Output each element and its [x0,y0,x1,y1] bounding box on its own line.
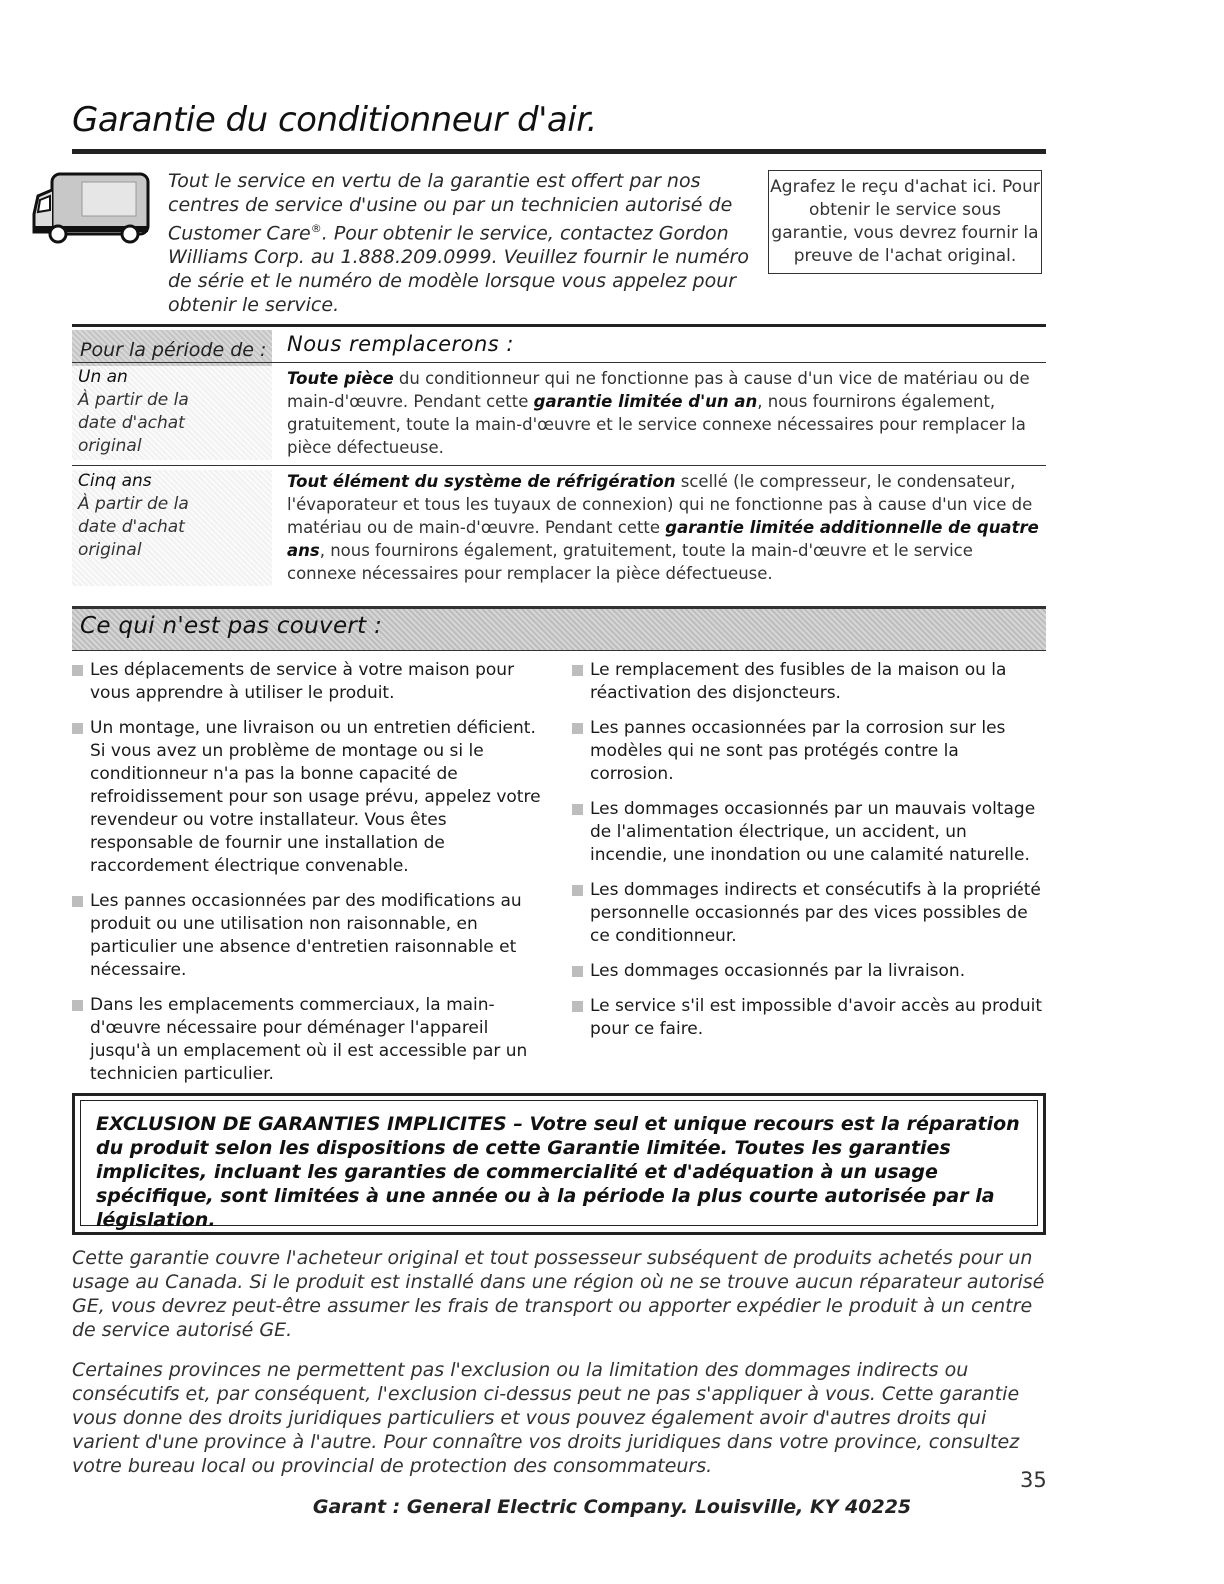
list-item: Les dommages occasionnés par un mauvais voltage de l'alimentation électrique, un accident, un incendie, une inondation ou une calamité naturelle. [572,798,1044,867]
not-covered-left-list [72,659,550,1086]
period-header: Pour la période de : [72,330,272,370]
table-top-rule [72,324,1046,327]
list-item: Dans les emplacements commerciaux, la main-d'œuvre nécessaire pour déménager l'appareil jusqu'à un emplacement où il est accessible par un technicien particulier. [72,994,550,1086]
coverage-five-years: Tout élément du système de réfrigération scellé (le compresseur, le condensateur, l'évaporateur et tous les tuyaux de connexion) qui ne fonctionne pas à cause d'un vice de matériau ou de main-d'œuvre. Pendant cette garantie limitée additionnelle de quatre ans, nous fournirons également, gratuitement, toute la main-d'œuvre et le service connexe nécessaires pour remplacer la pièce défectueuse. [287,472,1039,583]
exclusion-text: EXCLUSION DE GARANTIES IMPLICITES – Votre seul et unique recours est la réparation du produit selon les dispositions de cette Garantie limitée. Toutes les garanties implicites, incluant les garanties de commercialité et d'adéquation à un usage spécifique, sont limitées à une année ou à la période la plus courte autorisée par la législation. [96,1113,1020,1231]
warrantor-footer: Garant : General Electric Company. Louisville, KY 40225 [312,1496,912,1518]
table-header-rule [72,362,1046,363]
replace-header: Nous remplacerons : [287,332,514,356]
not-covered-title: Ce qui n'est pas couvert : [80,613,383,639]
list-item: Le remplacement des fusibles de la maison ou la réactivation des disjoncteurs. [572,659,1044,705]
provinces-paragraph: Certaines provinces ne permettent pas l'exclusion ou la limitation des dommages indirects ou consécutifs et, par conséquent, l'exclusion ci-dessus peut ne pas s'appliquer à vous. Cette garantie vous donne des droits juridiques particuliers et vous pouvez également avoir d'autres droits qui varient d'une province à l'autre. Pour connaître vos droits juridiques dans votre province, consultez votre bureau local ou provincial de protection des consommateurs. [72,1359,1020,1477]
page-title: Garantie du conditionneur d'air. [72,100,597,140]
list-item: Les pannes occasionnées par des modifications au produit ou une utilisation non raisonnable, en particulier une absence d'entretien raisonnable et nécessaire. [72,890,550,982]
not-covered-rule [72,650,1046,651]
list-item: Un montage, une livraison ou un entretien déficient. Si vous avez un problème de montage ou si le conditionneur n'a pas la bonne capacité de refroidissement pour son usage prévu, appelez votre revendeur ou votre installateur. Vous êtes responsable de fournir une installation de raccordement électrique convenable. [72,717,550,878]
intro-text: Tout le service en vertu de la garantie est offert par nos centres de service d'usine ou par un technicien autorisé de Customer Care®. Pour obtenir le service, contactez Gordon Williams Corp. au 1.888.209.0999. Veuillez fournir le numéro de série et le numéro de modèle lorsque vous appelez pour obtenir le service. [168,170,749,317]
list-item: Les dommages indirects et consécutifs à la propriété personnelle occasionnés par des vices possibles de ce conditionneur. [572,879,1044,948]
coverage-one-year: Toute pièce du conditionneur qui ne fonctionne pas à cause d'un vice de matériau ou de main-d'œuvre. Pendant cette garantie limitée d'un an, nous fournirons également, gratuitement, toute la main-d'œuvre et le service connexe nécessaires pour remplacer la pièce défectueuse. [287,369,1030,457]
list-item: Les déplacements de service à votre maison pour vous apprendre à utiliser le produit. [72,659,550,705]
title-rule [72,149,1046,154]
coverage-paragraph: Cette garantie couvre l'acheteur original et tout possesseur subséquent de produits achetés pour un usage au Canada. Si le produit est installé dans une région où ne se trouve aucun réparateur autorisé GE, vous devrez peut-être assumer les frais de transport ou apporter expédier le produit à un centre de service autorisé GE. [72,1247,1045,1341]
period-one-year: Un an À partir de la date d'achat original [72,366,272,460]
receipt-note: Agrafez le reçu d'achat ici. Pour obtenir le service sous garantie, vous devrez fournir la preuve de l'achat original. [768,170,1042,274]
service-truck-icon [30,170,152,244]
page-number: 35 [1020,1468,1047,1492]
list-item: Le service s'il est impossible d'avoir accès au produit pour ce faire. [572,995,1044,1041]
period-five-years: Cinq ans À partir de la date d'achat original [72,470,272,586]
list-item: Les pannes occasionnées par la corrosion sur les modèles qui ne sont pas protégés contre la corrosion. [572,717,1044,786]
not-covered-right-list [572,659,1044,1041]
list-item: Les dommages occasionnés par la livraison. [572,960,1044,983]
table-row-rule [72,465,1046,466]
